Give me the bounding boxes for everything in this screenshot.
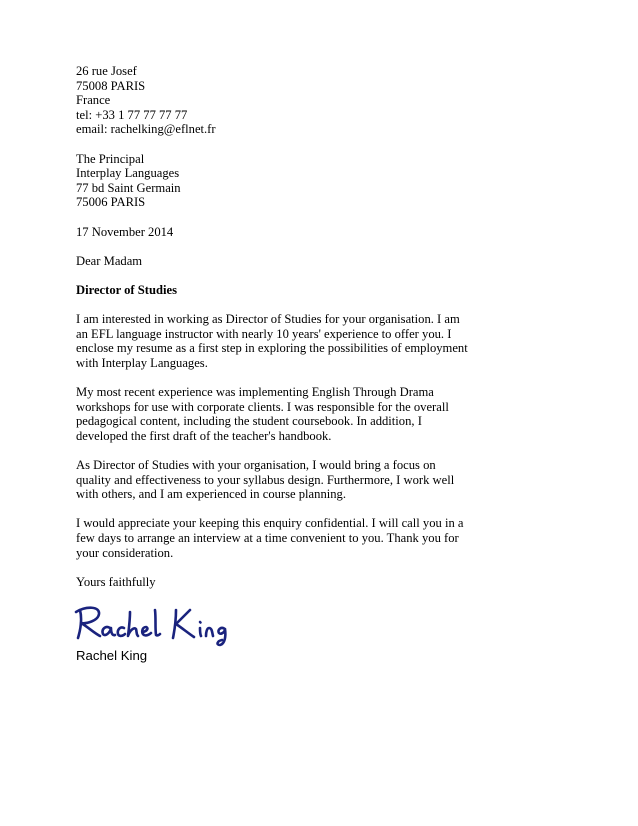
paragraph-3 xyxy=(76,458,476,502)
recipient-address xyxy=(76,152,476,210)
printed-name: Rachel King xyxy=(76,648,148,663)
paragraph-line: workshops for use with corporate clients. I was responsible for the overall xyxy=(76,399,449,414)
recipient-street: 77 bd Saint Germain xyxy=(76,180,181,195)
closing: Yours faithfully xyxy=(76,574,156,589)
paragraph-line: quality and effectiveness to your syllabus design. Furthermore, I work well xyxy=(76,472,455,487)
letter-body xyxy=(76,64,476,604)
letter-date: 17 November 2014 xyxy=(76,224,174,239)
handwritten-signature xyxy=(72,598,242,648)
subject-line: Director of Studies xyxy=(76,282,177,297)
sender-email: email: rachelking@eflnet.fr xyxy=(76,122,216,137)
paragraph-line: As Director of Studies with your organisation, I would bring a focus on xyxy=(76,458,436,473)
recipient-city: 75006 PARIS xyxy=(76,195,146,210)
paragraph-line: My most recent experience was implementing English Through Drama xyxy=(76,385,434,400)
sender-tel: tel: +33 1 77 77 77 77 xyxy=(76,107,188,122)
paragraph-line: enclose my resume as a first step in exploring the possibilities of employment xyxy=(76,341,468,356)
paragraph-line: your consideration. xyxy=(76,545,174,560)
sender-address xyxy=(76,64,476,137)
signature-strokes xyxy=(76,608,225,645)
paragraph-line: I would appreciate your keeping this enquiry confidential. I will call you in a xyxy=(76,516,464,531)
paragraph-line: developed the first draft of the teacher's handbook. xyxy=(76,428,332,443)
paragraph-2 xyxy=(76,385,476,443)
paragraph-line: I am interested in working as Director of Studies for your organisation. I am xyxy=(76,312,460,327)
recipient-title: The Principal xyxy=(76,151,145,166)
signature-drawing xyxy=(72,598,242,648)
paragraph-line: few days to arrange an interview at a time convenient to you. Thank you for xyxy=(76,531,459,545)
paragraph-1 xyxy=(76,312,476,370)
paragraph-line: with Interplay Languages. xyxy=(76,355,208,370)
paragraph-4 xyxy=(76,516,476,560)
paragraph-line: with others, and I am experienced in course planning. xyxy=(76,487,346,502)
recipient-organisation: Interplay Languages xyxy=(76,166,180,181)
paragraph-line: an EFL language instructor with nearly 10 years' experience to offer you. I xyxy=(76,326,452,341)
sender-country: France xyxy=(76,93,111,108)
sender-street: 26 rue Josef xyxy=(76,64,137,78)
sender-city: 75008 PARIS xyxy=(76,78,146,93)
salutation: Dear Madam xyxy=(76,253,143,268)
paragraph-line: pedagogical content, including the student coursebook. In addition, I xyxy=(76,414,422,429)
